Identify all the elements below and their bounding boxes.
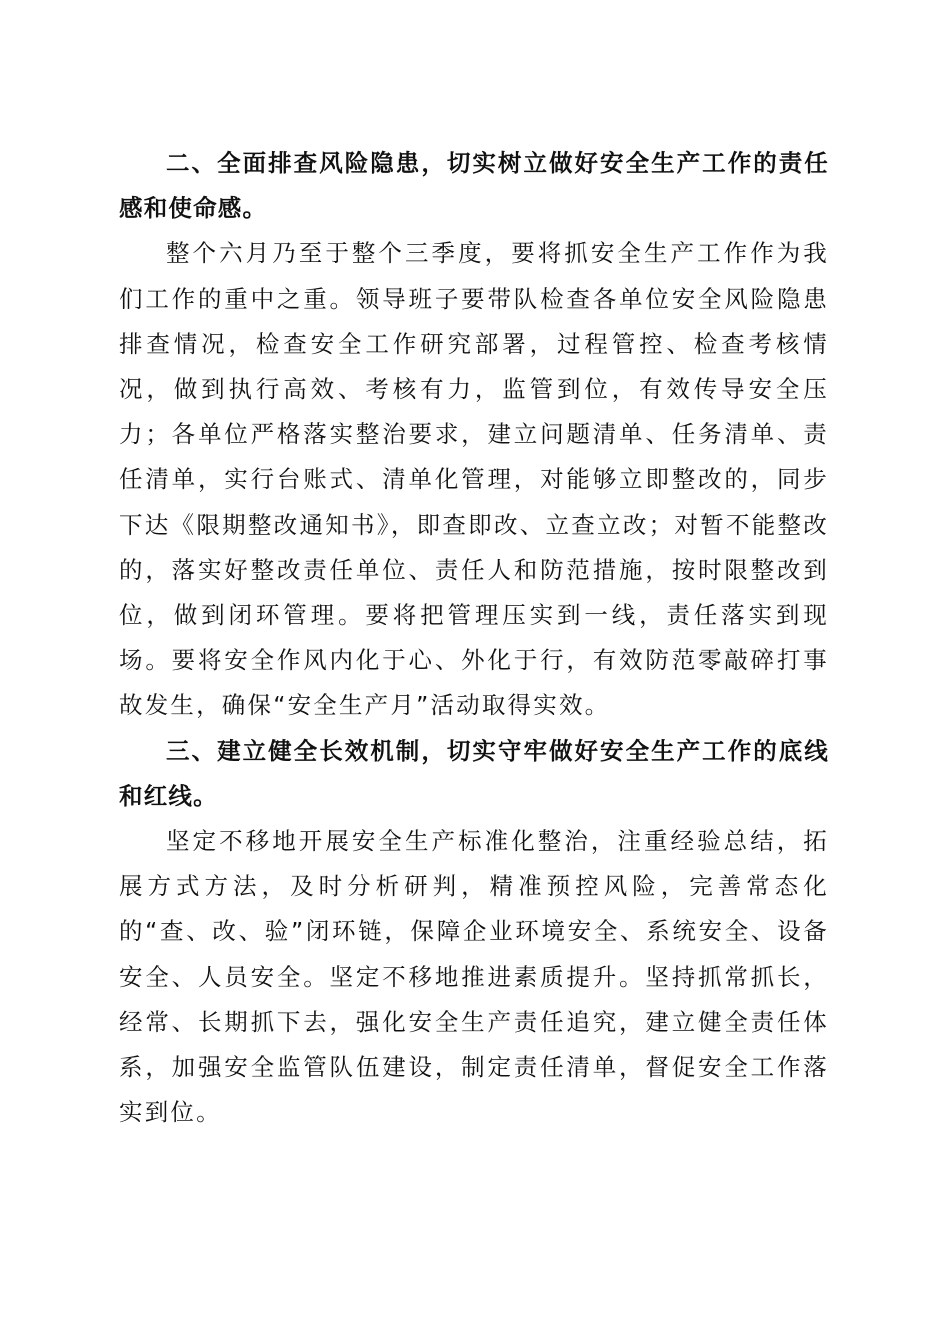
- section-2-paragraph: 整个六月乃至于整个三季度，要将抓安全生产工作作为我们工作的重中之重。领导班子要带队检查各单位安全风险隐患排查情况，检查安全工作研究部署，过程管控、检查考核情况，做到执行高效、考核有力，监管到位，有效传导安全压力；各单位严格落实整治要求，建立问题清单、任务清单、责任清单，实行台账式、清单化管理，对能够立即整改的，同步下达《限期整改通知书》，即查即改、立查立改；对暂不能整改的，落实好整改责任单位、责任人和防范措施，按时限整改到位，做到闭环管理。要将把管理压实到一线，责任落实到现场。要将安全作风内化于心、外化于行，有效防范零敲碎打事故发生，确保“安全生产月”活动取得实效。: [119, 239, 829, 720]
- section-2-heading: 二、全面排查风险隐患，切实树立做好安全生产工作的责任感和使命感。: [119, 149, 829, 223]
- document-body: [119, 141, 829, 1135]
- section-3-paragraph: 坚定不移地开展安全生产标准化整治，注重经验总结，拓展方式方法，及时分析研判，精准预控风险，完善常态化的“查、改、验”闭环链，保障企业环境安全、系统安全、设备安全、人员安全。坚定不移地推进素质提升。坚持抓常抓长，经常、长期抓下去，强化安全生产责任追究，建立健全责任体系，加强安全监管队伍建设，制定责任清单，督促安全工作落实到位。: [119, 827, 829, 1127]
- section-3-heading: 三、建立健全长效机制，切实守牢做好安全生产工作的底线和红线。: [119, 736, 829, 810]
